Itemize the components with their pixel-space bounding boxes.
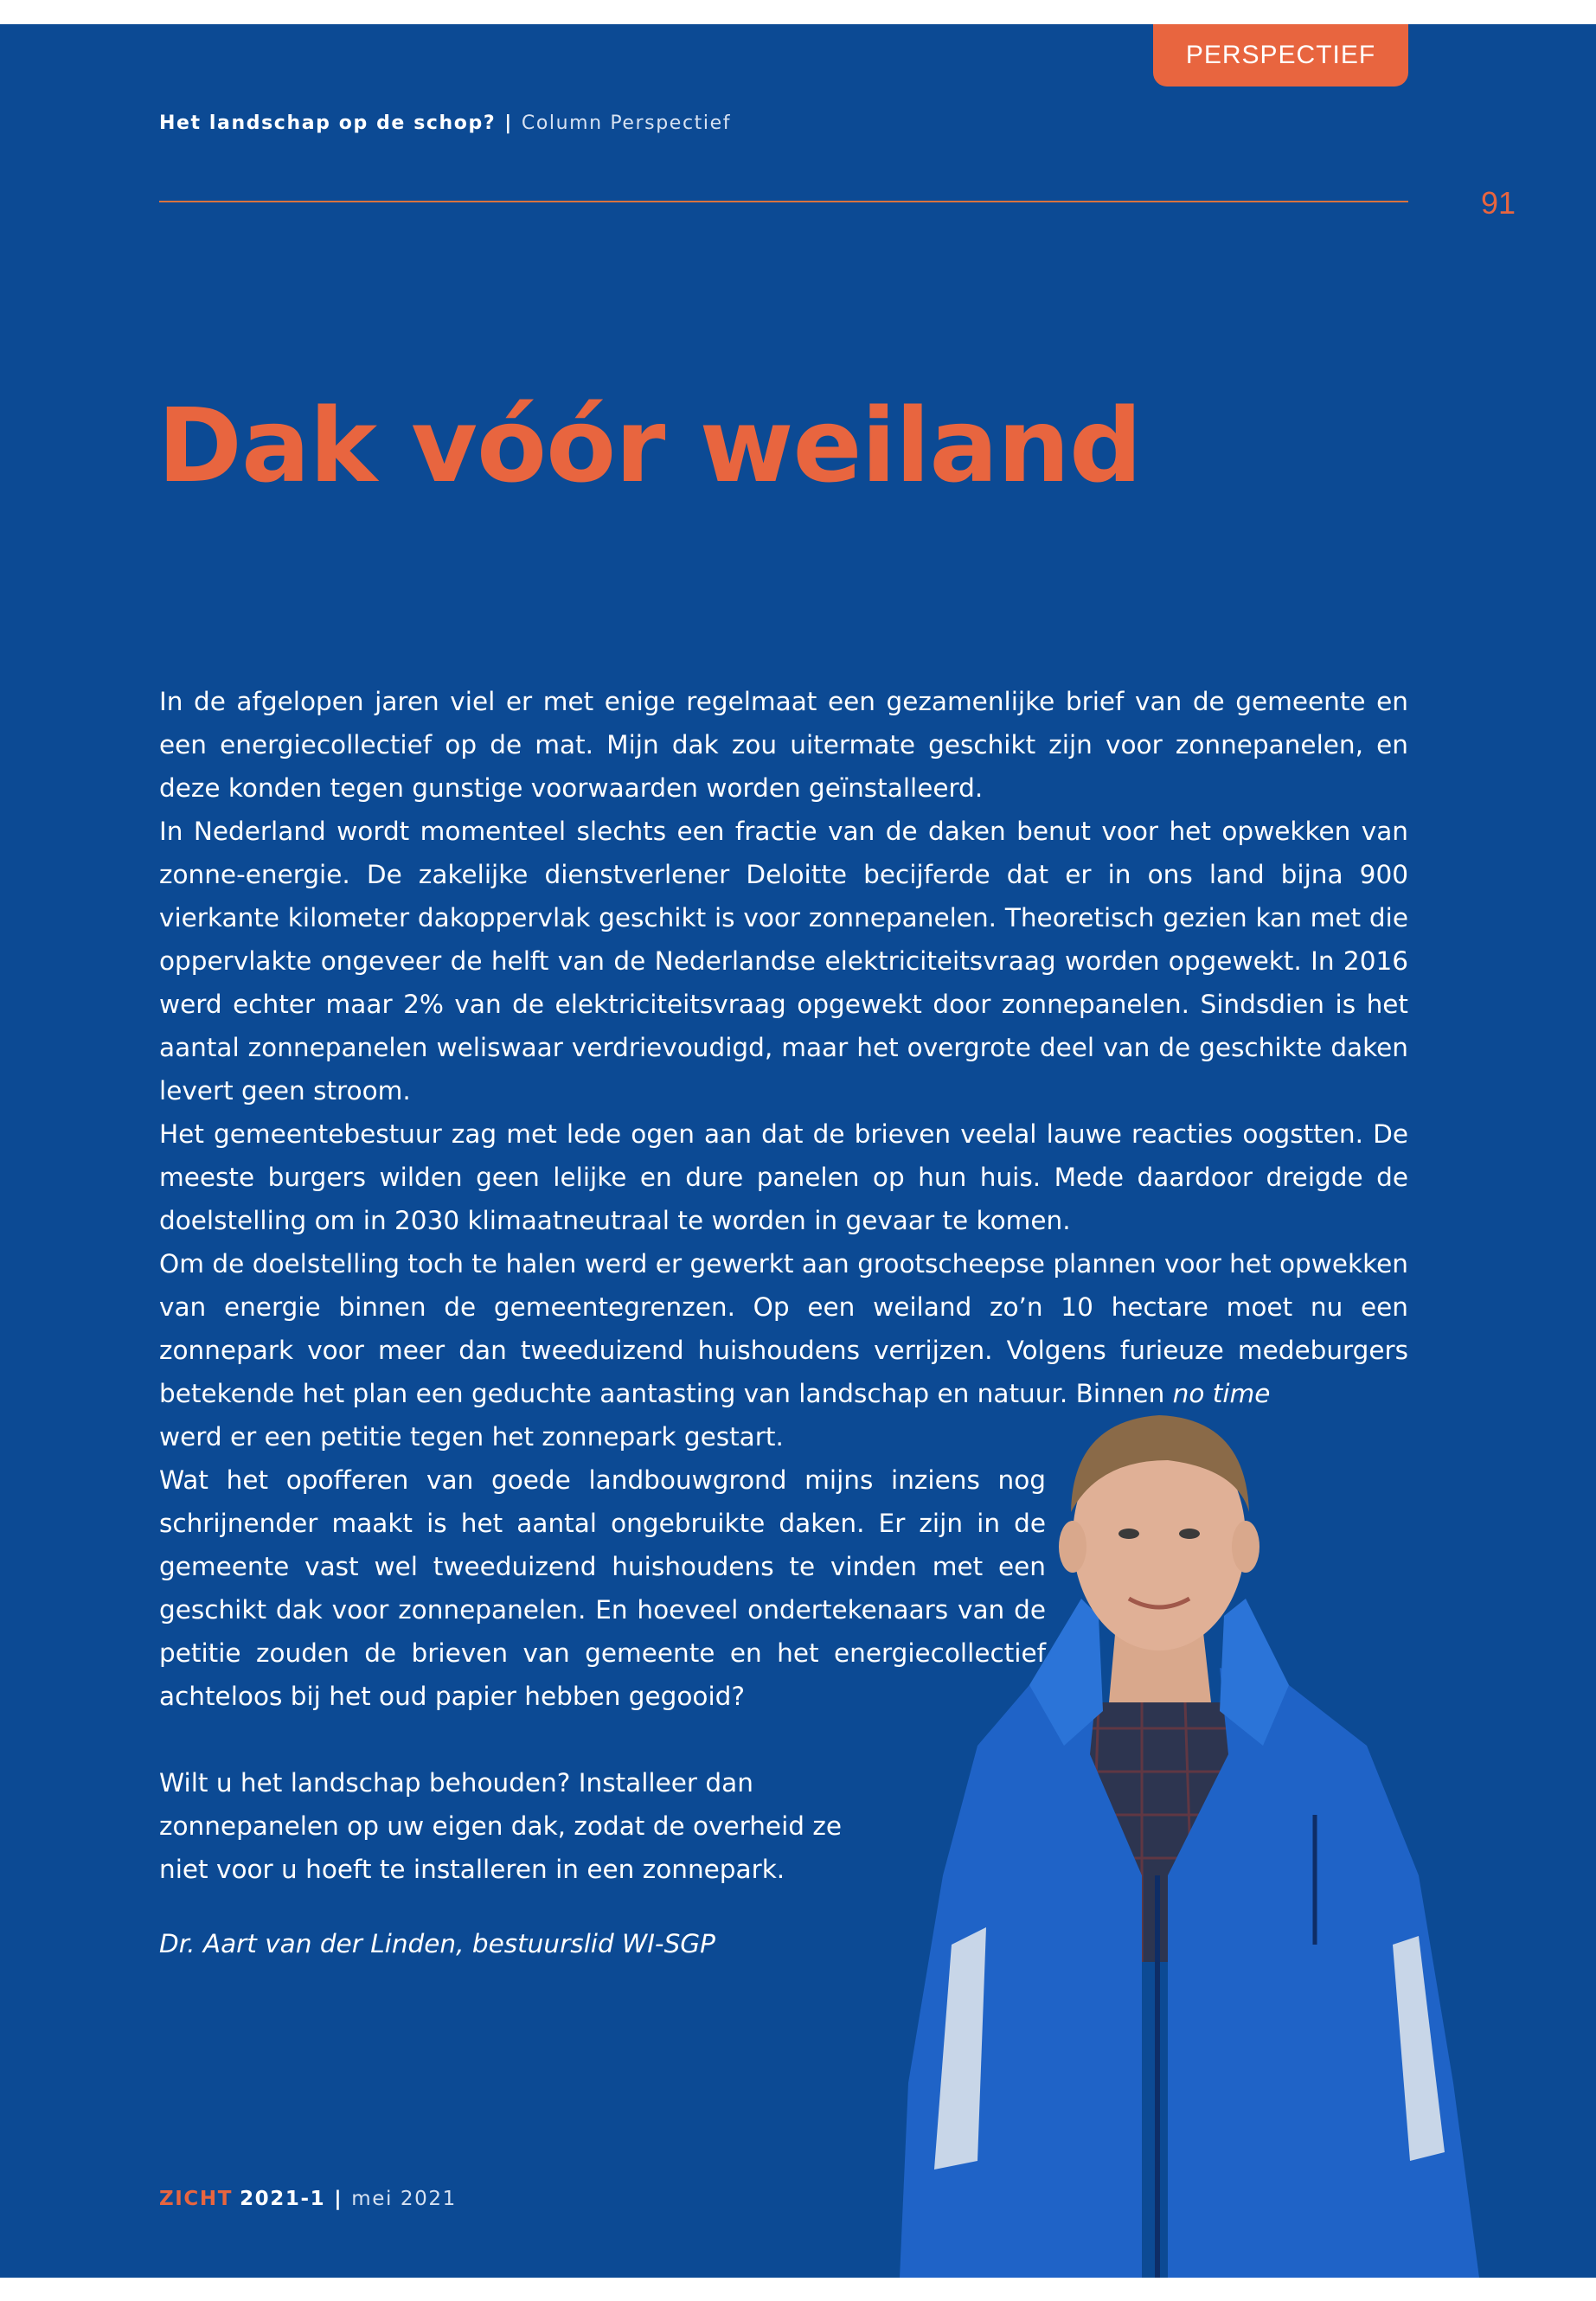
- running-head-subtitle: Column Perspectief: [521, 112, 732, 134]
- running-head-separator: |: [504, 112, 513, 134]
- paragraph-4-italic: no time: [1172, 1379, 1271, 1408]
- footer-issue: 2021-1: [240, 2188, 326, 2210]
- article-title: Dak vóór weiland: [157, 386, 1142, 505]
- paragraph-4-end: werd er een petitie tegen het zonnepark gestart.: [159, 1422, 784, 1452]
- running-head: [159, 112, 731, 134]
- paragraph-2: In Nederland wordt momenteel slechts een fractie van de daken benut voor het opwekken van zonne-energie. De zakelijke dienstverlener Deloitte becijferde dat er in ons land bijna 900 vierkante kilometer dakoppervlak geschikt is voor zonnepanelen. Theoretisch gezien kan met die oppervlakte ongeveer de helft van de Nederlandse elektriciteitsvraag worden opgewekt. In 2016 werd echter maar 2% van de elektriciteitsvraag opgewekt door zonnepanelen. Sindsdien is het aantal zonnepanelen weliswaar verdrievoudigd, maar het overgrote deel van de geschikte daken levert geen stroom.: [159, 817, 1408, 1106]
- section-tab: PERSPECTIEF: [1153, 24, 1408, 87]
- footer: [159, 2188, 457, 2210]
- footer-magazine: ZICHT: [159, 2188, 234, 2210]
- paragraph-6: Wilt u het landschap behouden? Installeer dan zonnepanelen op uw eigen dak, zodat de overheid ze niet voor u hoeft te installeren in een zonnepark.: [159, 1768, 843, 1884]
- page-number: 91: [1481, 185, 1516, 221]
- footer-separator: |: [334, 2188, 343, 2210]
- header-rule: [159, 201, 1408, 202]
- paragraph-5: Wat het opofferen van goede landbouwgrond mijns inziens nog schrijnender maakt is het aantal ongebruikte daken. Er zijn in de gemeente vast wel tweeduizend huishoudens te vinden met een geschikt dak voor zonnepanelen. En hoeveel ondertekenaars van de petitie zouden de brieven van gemeente en het energiecollectief achteloos bij het oud papier hebben gegooid?: [159, 1465, 1046, 1711]
- paragraph-4-text: Om de doelstelling toch te halen werd er gewerkt aan grootscheepse plannen voor het opwekken van energie binnen de gemeentegrenzen. Op een weiland zo’n 10 hectare moet nu een zonnepark voor meer dan tweeduizend huishoudens verrijzen. Volgens furieuze medeburgers betekende het plan een geduchte aantasting van landschap en natuur. Binnen: [159, 1249, 1408, 1408]
- footer-date: mei 2021: [351, 2188, 457, 2210]
- page: [0, 24, 1596, 2278]
- paragraph-1: In de afgelopen jaren viel er met enige regelmaat een gezamenlijke brief van de gemeente en een energiecollectief op de mat. Mijn dak zou uitermate geschikt zijn voor zonnepanelen, en deze konden tegen gunstige voorwaarden worden geïnstalleerd.: [159, 687, 1408, 803]
- paragraph-3: Het gemeentebestuur zag met lede ogen aan dat de brieven veelal lauwe reacties oogstten. De meeste burgers wilden geen lelijke en dure panelen op hun huis. Mede daardoor dreigde de doelstelling om in 2030 klimaatneutraal te worden in gevaar te komen.: [159, 1119, 1408, 1235]
- running-head-title: Het landschap op de schop?: [159, 112, 497, 134]
- author-photo: [882, 1339, 1592, 2278]
- author-byline: Dr. Aart van der Linden, bestuurslid WI-SGP: [159, 1929, 715, 1958]
